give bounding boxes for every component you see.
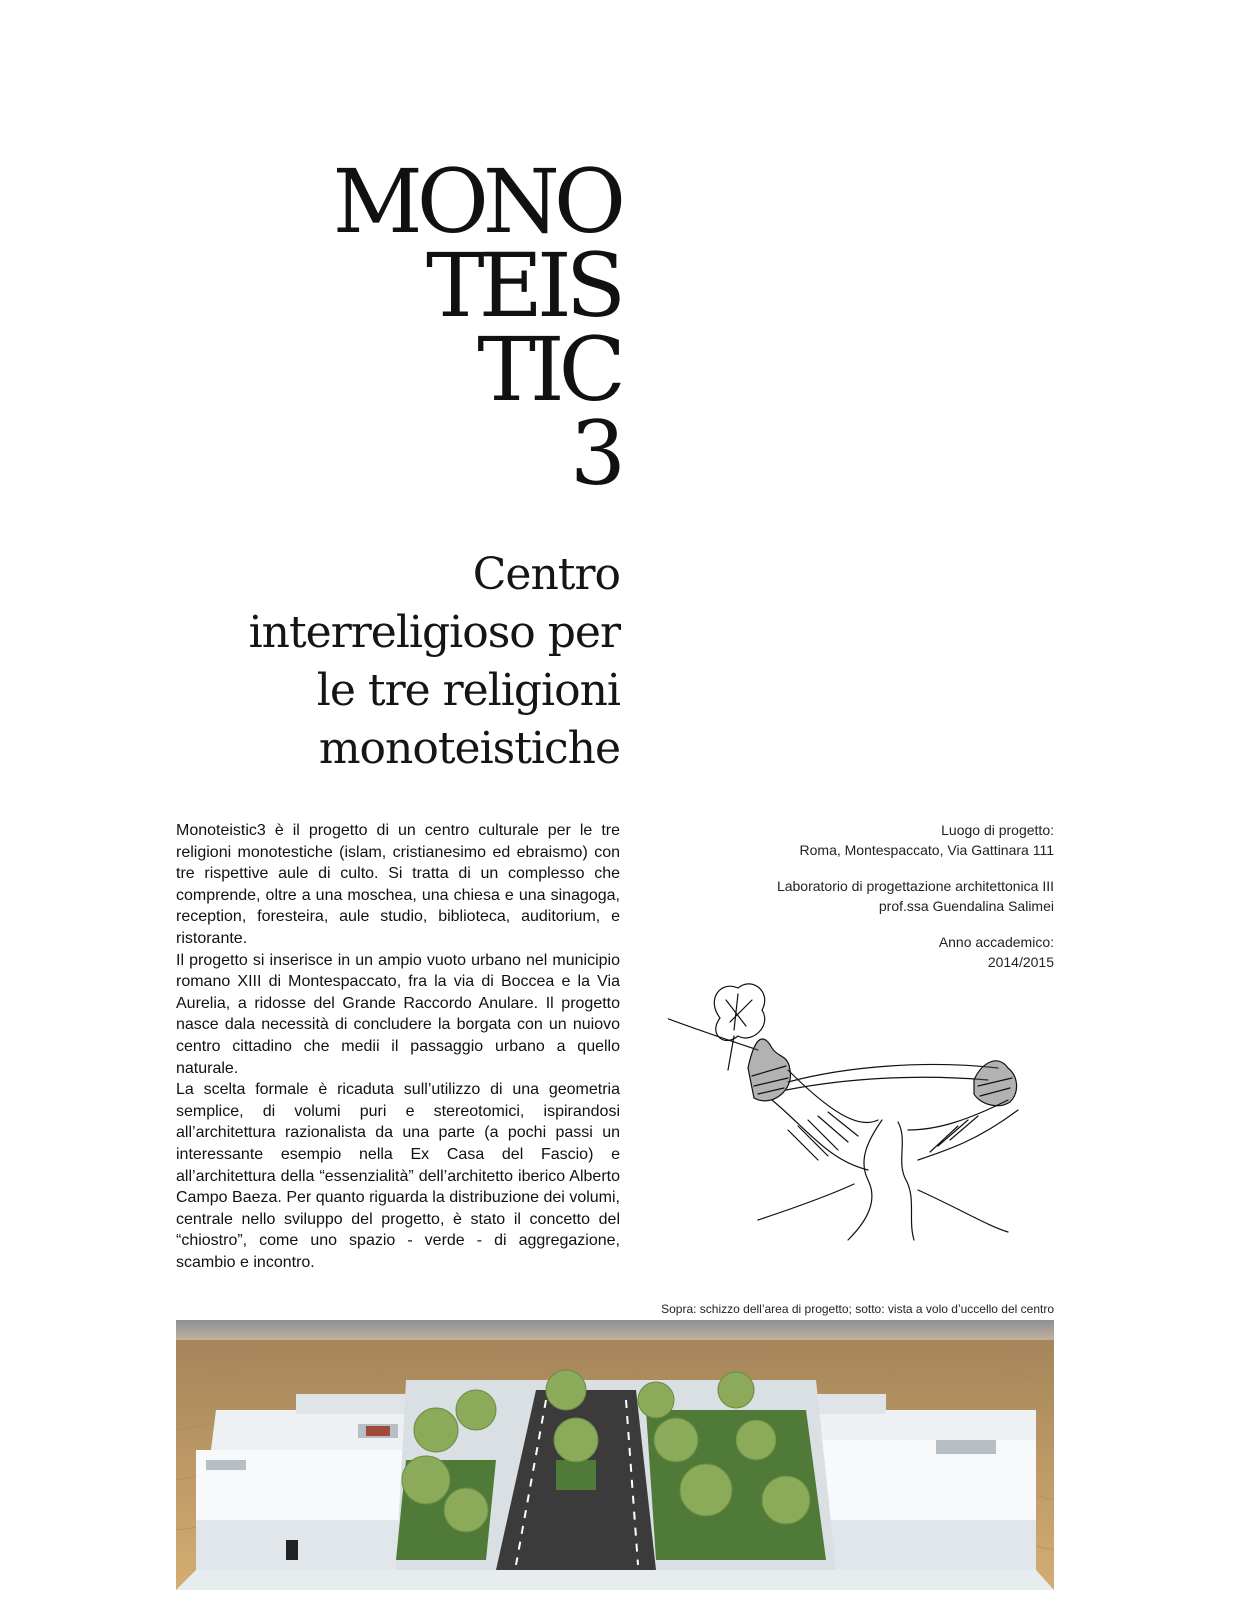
project-info <box>700 820 1054 988</box>
lab-label: Laboratorio di progettazione architettonica III <box>776 878 1054 894</box>
description-paragraph-1: Monoteistic3 è il progetto di un centro culturale per le tre religioni monotestiche (islam, cristianesimo ed ebraismo) con tre rispettive aule di culto. Si tratta di un complesso che comprende, oltre a una moschea, una chiesa e una sinagoga, reception, foresteira, aule studio, biblioteca, auditorium, e ristorante. <box>176 822 620 947</box>
project-subtitle <box>160 546 620 778</box>
subtitle-line-1: Centro <box>472 549 620 600</box>
subtitle-line-2: interreligioso per <box>248 607 620 658</box>
year-value: 2014/2015 <box>987 954 1054 970</box>
project-title <box>300 150 620 505</box>
location-block <box>700 820 1054 860</box>
subtitle-line-4: monoteistiche <box>318 723 620 774</box>
title-line-4: 3 <box>570 402 620 505</box>
title-line-2: TEIS <box>426 234 620 337</box>
project-description <box>176 820 620 1273</box>
location-value: Roma, Montespaccato, Via Gattinara 111 <box>799 842 1054 858</box>
year-block <box>700 932 1054 972</box>
description-paragraph-2: Il progetto si inserisce in un ampio vuoto urbano nel municipio romano XIII di Montespaccato, fra la via di Boccea e la Via Aurelia, a ridosse del Grande Raccordo Anulare. Il progetto nasce dala necessità di concludere la borgata con un nuiovo centro cittadino che medii il passaggio urbano a quello naturale. <box>176 951 620 1077</box>
lab-block <box>700 876 1054 916</box>
site-sketch-image <box>668 970 1058 1250</box>
image-caption: Sopra: schizzo dell’area di progetto; sotto: vista a volo d’uccello del centro <box>661 1302 1054 1316</box>
location-label: Luogo di progetto: <box>941 822 1054 838</box>
aerial-render-image <box>176 1320 1054 1590</box>
lab-professor: prof.ssa Guendalina Salimei <box>878 898 1054 914</box>
title-line-1: MONO <box>332 150 620 253</box>
year-label: Anno accademico: <box>938 934 1054 950</box>
title-line-3: TIC <box>477 318 620 421</box>
subtitle-line-3: le tre religioni <box>316 665 620 716</box>
description-paragraph-3: La scelta formale è ricaduta sull’utilizzo di una geometria semplice, di volumi puri e stereotomici, ispirandosi all’architettura razionalista da una parte (a pochi passi un interessante esempio nella Ex Casa del Fascio) e all’architettura della “essenzialità” dell’architetto iberico Alberto Campo Baeza. Per quanto riguarda la distribuzione dei volumi, centrale nello sviluppo del progetto, è stato il concetto del “chiostro”, come uno spazio - verde - di aggregazione, scambio e incontro. <box>176 1081 620 1271</box>
